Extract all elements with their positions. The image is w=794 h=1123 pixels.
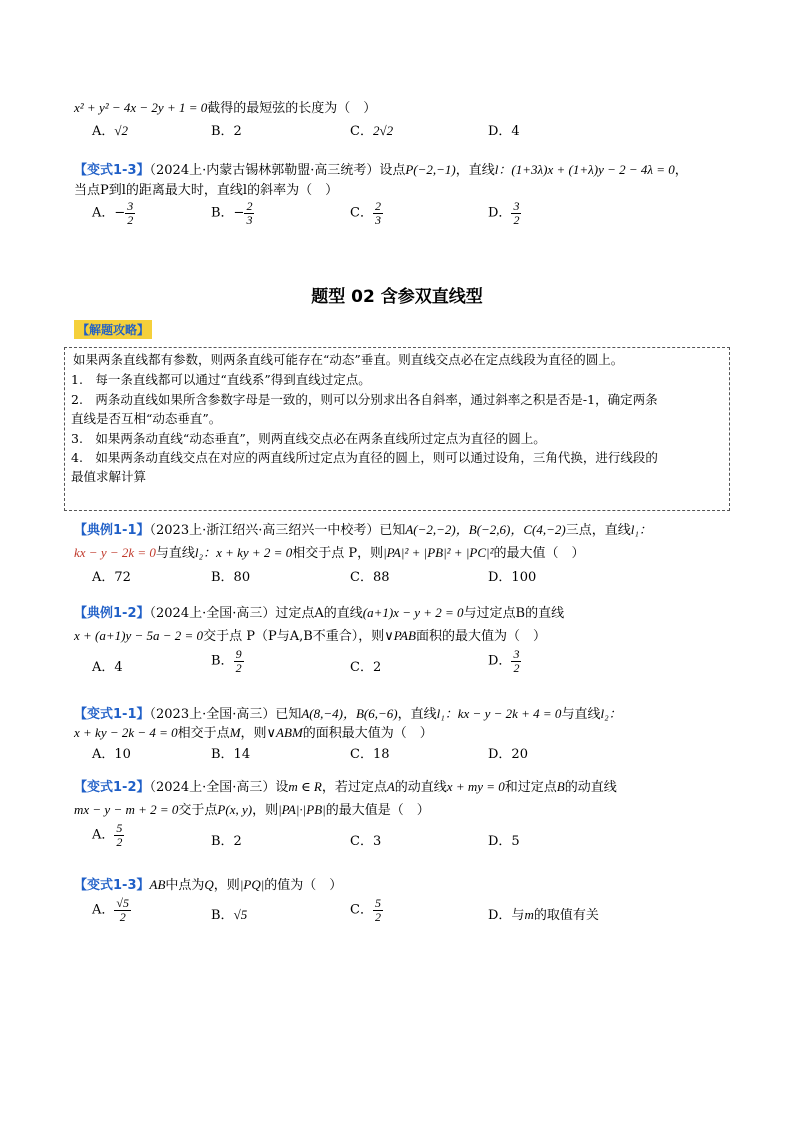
- option-b: B．80: [211, 570, 251, 585]
- option-d: D． $\frac{3}{2}$: [488, 199, 520, 227]
- option-d: D．与m的取值有关: [488, 907, 599, 923]
- option-b: B．14: [211, 747, 251, 762]
- tips-line: 1. 每一条直线都可以通过“直线系”得到直线过定点。: [71, 372, 371, 387]
- option-c: C． $\frac{2}{3}$: [350, 199, 381, 227]
- option-b: B．− $\frac{2}{3}$: [211, 199, 253, 227]
- option-a: A．10: [92, 747, 131, 762]
- option-a: A． $\frac{5}{2}$: [92, 821, 123, 849]
- section-title: 题型 02 含参双直线型: [311, 287, 483, 307]
- tips-line: 4. 如果两条动直线交点在对应的两直线所过定点为直径的圆上，则可以通过设角，三角代换，进行线段的: [71, 450, 658, 465]
- option-c: C．2√2: [350, 123, 394, 139]
- question-line2: 当点P到l的距离最大时，直线l的斜率为（ ）: [74, 183, 339, 198]
- tips-line: 3. 如果两条动直线“动态垂直”，则两直线交点必在两条直线所过定点为直径的圆上。: [71, 431, 546, 446]
- tips-line: 直线是否互相“动态垂直”。: [71, 411, 222, 426]
- option-a: A．72: [92, 570, 131, 585]
- option-b: B． $\frac{9}{2}$: [211, 647, 242, 675]
- question-stem: [74, 97, 376, 116]
- option-c: C．88: [350, 570, 390, 585]
- tips-box: [64, 347, 730, 511]
- option-a: A． $\frac{√5}{2}$: [92, 896, 129, 924]
- option-c: C．3: [350, 834, 382, 849]
- question-e11: 【典例1-1】（2023上·浙江绍兴·高三绍兴一中校考）已知A(−2,−2)，B(−2,6)，C(4,−2)三点，直线l₁：: [74, 522, 652, 538]
- option-c: C． $\frac{5}{2}$: [350, 896, 381, 924]
- question-v12: 【变式1-2】（2024上·全国·高三）设m ∈ R，若过定点A的动直线x + my = 0和过定点B的动直线: [74, 779, 617, 795]
- option-d: D． $\frac{3}{2}$: [488, 647, 520, 675]
- question-v12-line2: mx − y − m + 2 = 0交于点P(x, y)，则|PA|·|PB|的最大值是（ ）: [74, 802, 430, 818]
- question-e12: 【典例1-2】（2024上·全国·高三）过定点A的直线(a+1)x − y + 2 = 0与过定点B的直线: [74, 605, 565, 621]
- question-v13-top: 【变式1-3】（2024上·内蒙古锡林郭勒盟·高三统考）设点P(−2,−1)，直线l：(1+3λ)x + (1+λ)y − 2 − 4λ = 0，: [74, 162, 688, 178]
- tips-label: 【解题攻略】: [74, 320, 152, 339]
- tips-line: 2. 两条动直线如果所含参数字母是一致的，则可以分别求出各自斜率，通过斜率之积是否是-1，确定两条: [71, 392, 658, 407]
- option-c: C．18: [350, 747, 390, 762]
- option-a: A．4: [92, 660, 123, 675]
- question-e12-line2: x + (a+1)y − 5a − 2 = 0交于点 P（P与A,B不重合），则∨PAB面积的最大值为（ ）: [74, 628, 546, 644]
- option-d: D．5: [488, 834, 520, 849]
- question-e11-line2: kx − y − 2k = 0与直线l₂：x + ky + 2 = 0相交于点 P，则|PA|² + |PB|² + |PC|²的最大值（ ）: [74, 545, 585, 561]
- question-text: 截得的最短弦的长度为（ ）: [207, 101, 377, 116]
- option-d: D．100: [488, 570, 537, 585]
- option-b: B．2: [211, 124, 242, 139]
- option-c: C．2: [350, 660, 382, 675]
- tips-line: 最值求解计算: [71, 469, 147, 484]
- option-d: D．4: [488, 124, 520, 139]
- option-d: D．20: [488, 747, 528, 762]
- option-a: A．− $\frac{3}{2}$: [92, 199, 134, 227]
- tips-line: 如果两条直线都有参数，则两条直线可能存在“动态”垂直。则直线交点必在定点线段为直径的圆上。: [73, 352, 624, 367]
- option-a: A．√2: [92, 123, 129, 139]
- option-b: B．2: [211, 834, 242, 849]
- option-b: B．√5: [211, 907, 248, 923]
- question-v13: 【变式1-3】AB中点为Q，则|PQ|的值为（ ）: [74, 877, 343, 893]
- question-v11: 【变式1-1】（2023上·全国·高三）已知A(8,−4)，B(6,−6)，直线l₁：kx − y − 2k + 4 = 0与直线l₂：: [74, 706, 622, 722]
- circle-equation: x² + y² − 4x − 2y + 1 = 0: [74, 100, 208, 115]
- question-v11-line2: x + ky − 2k − 4 = 0相交于点M，则∨ABM的面积最大值为（ ）: [74, 725, 433, 741]
